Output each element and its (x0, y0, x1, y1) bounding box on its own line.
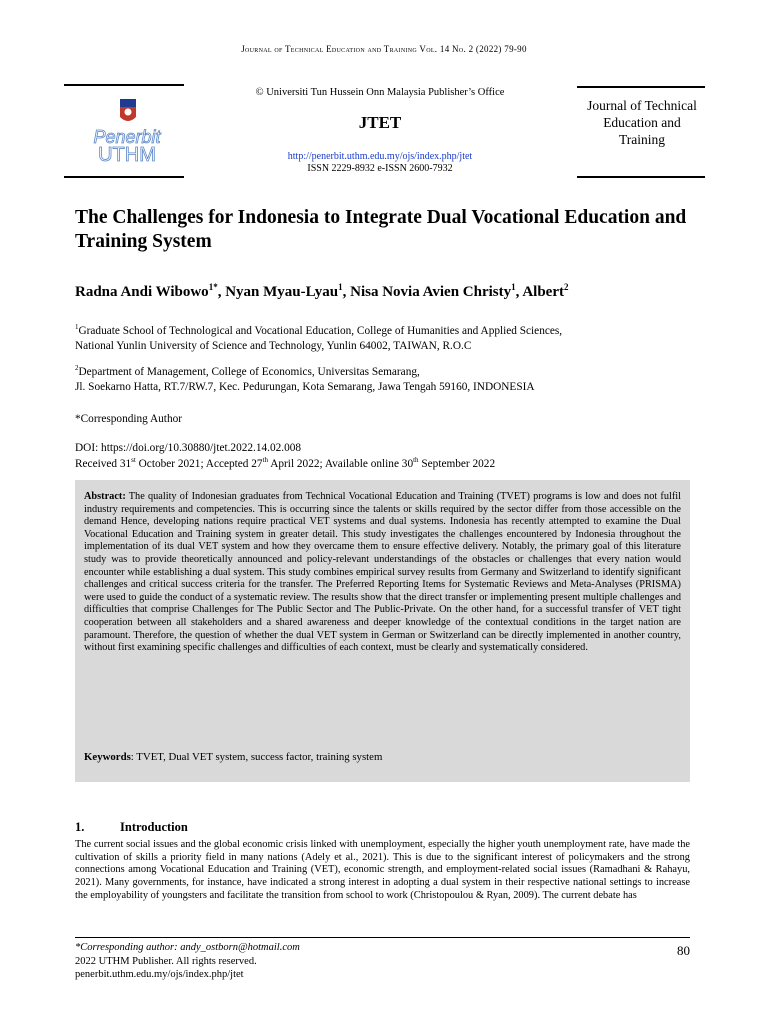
affiliation-2 (75, 361, 695, 395)
keywords-label: Keywords (84, 751, 131, 763)
footer-divider (75, 937, 690, 938)
footnote-rights: 2022 UTHM Publisher. All rights reserved. (75, 956, 257, 967)
affiliation-sup: 2 (75, 364, 79, 372)
online-date-text: September 2022 (418, 457, 496, 470)
uthm-crest-logo (82, 97, 172, 167)
accepted-text: October 2021; Accepted 27 (135, 457, 263, 470)
author-separator: , (217, 284, 226, 300)
author-affil-sup: 1 (338, 282, 343, 292)
running-header: Journal of Technical Education and Training Vol. 14 No. 2 (2022) 79-90 (241, 44, 527, 54)
author-separator: , (342, 284, 351, 300)
section-number: 1. (75, 820, 85, 834)
issn-line: ISSN 2229-8932 e-ISSN 2600-7932 (307, 163, 453, 174)
page-number: 80 (677, 943, 690, 958)
author-affil-sup: 1* (208, 282, 218, 292)
footnote-site: penerbit.uthm.edu.my/ojs/index.php/jtet (75, 969, 244, 980)
received-text: Received 31 (75, 457, 132, 470)
affiliation-sup: 1 (75, 323, 79, 331)
left-top-rule (64, 84, 184, 86)
right-bottom-rule (577, 176, 705, 178)
ordinal-sup: st (131, 456, 136, 464)
received-dates (75, 456, 495, 470)
affiliation-line: Jl. Soekarno Hatta, RT.7/RW.7, Kec. Pedurungan, Kota Semarang, Jawa Tengah 59160, INDONESIA (75, 380, 535, 393)
affiliation-line: Graduate School of Technological and Vocational Education, College of Humanities and Applied Sciences, (78, 324, 563, 337)
author-list (75, 282, 695, 301)
abstract-label: Abstract: (84, 491, 126, 502)
journal-name: Journal of Technical Education and Training (587, 98, 697, 147)
ordinal-sup: th (262, 456, 269, 464)
author-name: Nisa Novia Avien Christy (350, 284, 512, 300)
affiliation-line: National Yunlin University of Science and Technology, Yunlin 64002, TAIWAN, R.O.C (75, 339, 472, 352)
keywords-list: : TVET, Dual VET system, success factor, training system (130, 751, 383, 763)
abstract-text (84, 491, 681, 655)
keywords (84, 751, 681, 763)
affiliation-line: Department of Management, College of Economics, Universitas Semarang, (78, 365, 420, 378)
abstract-box (75, 480, 690, 782)
footnote-email: *Corresponding author: andy_ostborn@hotmail.com (75, 942, 300, 953)
introduction-text: The current social issues and the global economic crisis linked with unemployment, especially the higher youth unemployment rate, have made the cultivation of skills a priority field in many nations (Adely et al., 2021). This is due to the significant interest of policymakers and the strong connections among Vocational Education and Training (VET), economic strength, and employment-related social issues (Ramadhani & Rahayu, 2021). Many governments, for instance, have indicated a strong interest in adopting a dual system in their respective national settings to increase the employability of youngsters and facilitate the transition from school to work (Christopoulou & Ryan, 2009). The current debate has (75, 839, 690, 901)
copyright-notice: © Universiti Tun Hussein Onn Malaysia Publisher’s Office (255, 87, 505, 98)
doi-link[interactable]: DOI: https://doi.org/10.30880/jtet.2022.14.02.008 (75, 442, 302, 454)
ordinal-sup: th (413, 456, 419, 464)
left-bottom-rule (64, 176, 184, 178)
author-name: Radna Andi Wibowo (75, 284, 209, 300)
abstract-body: The quality of Indonesian graduates from Technical Vocational Education and Training (TVET) programs is low and does not fulfil industry requirements and competencies. This is occurring since the talents or skills required by the sector differ from those accessible on the demand Hence, developing nations require practical VET systems and dual systems. Indonesia has recently attempted to examine the Dual Vocational Education and Training system in greater detail. This study investigates the challenges encountered by Indonesia throughout the implementation of its dual VET system and how they overcame them to ensure effective delivery. Notably, the primary goal of this literature study was to provide theoretically announced and policy-relevant understandings of the obstacles or challenges that every nation would encounter while establishing a dual system. This study combines empirical survey results from Germany and Switzerland to identify significant challenges and critical success criteria for the transfer. The Preferred Reporting Items for Systematic Reviews and Meta-Analyses (PRISMA) were used to guide the conduct of a systematic review. The results show that the direct transfer or implementing present multiple challenges and difficulties that comprise Challenges for The Public Sector and The Public-Private. On the other hand, for a successful transfer of VET tight cooperation between all stakeholders and a shared awareness and deeper knowledge of the contextual conditions in the target nation are paramount. Therefore, the question of whether the dual VET system in German or Switzerland can be directly implemented in another country, without first examining specific challenges and difficulties of each context, must be clearly and systematically considered. (84, 491, 681, 654)
online-text: April 2022; Available online 30 (268, 457, 414, 470)
right-top-rule (577, 86, 705, 88)
author-affil-sup: 1 (511, 282, 516, 292)
author-name: Albert (522, 284, 564, 300)
svg-text:Penerbit: Penerbit (93, 127, 161, 147)
author-name: Nyan Myau-Lyau (225, 284, 339, 300)
affiliation-1 (75, 320, 695, 354)
author-affil-sup: 2 (563, 282, 569, 292)
journal-url-link[interactable]: http://penerbit.uthm.edu.my/ojs/index.php/jtet (287, 151, 473, 162)
corresponding-note: *Corresponding Author (75, 413, 183, 425)
section-title: Introduction (120, 820, 188, 834)
svg-text:UTHM: UTHM (98, 144, 156, 166)
journal-acronym: JTET (358, 113, 402, 132)
article-title: The Challenges for Indonesia to Integrate Dual Vocational Education and Training System (75, 207, 687, 252)
section-heading (75, 820, 188, 835)
author-separator: , (515, 284, 523, 300)
